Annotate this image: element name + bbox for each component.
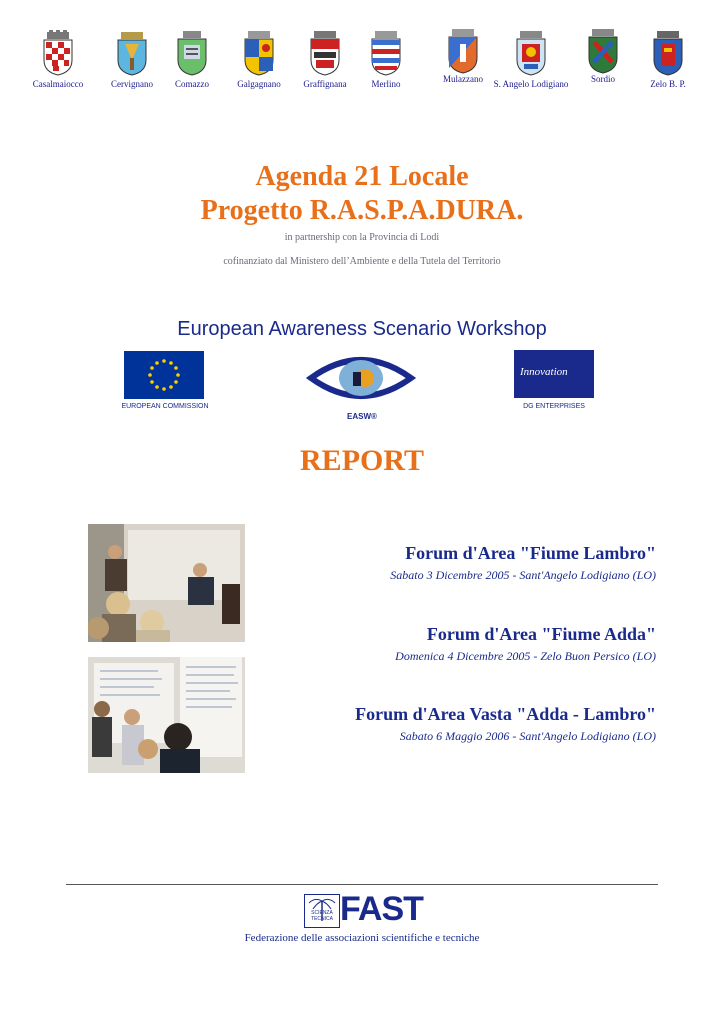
zelo-crest-icon [651,30,685,76]
crest-label: Casalmaiocco [32,79,84,89]
s-angelo-crest-icon [514,30,548,76]
crest-merlino [346,30,426,89]
galgagnano-crest-icon [242,30,276,76]
crest-label: Comazzo [175,79,209,89]
forum-3-date: Sabato 6 Maggio 2006 - Sant'Angelo Lodigiano (LO) [399,729,656,743]
fast-small-box [304,894,340,928]
forum-photo-2 [88,657,245,773]
forum-2-title: Forum d'Area "Fiume Adda" [426,624,656,644]
dg-caption: DG ENTERPRISES [523,403,585,410]
eu-caption: EUROPEAN COMMISSION [121,403,209,410]
casalmaiocco-crest-icon [41,30,75,76]
report-heading: REPORT [300,444,424,477]
easw-eye-icon [305,348,417,408]
eu-flag-logo [124,351,204,399]
crest-label: Sordio [590,74,615,84]
title-line-2: Progetto R.A.S.P.A.DURA. [200,195,524,226]
mulazzano-crest-icon [446,28,480,74]
crest-label: Mulazzano [443,74,483,84]
eu-stars-icon [124,351,204,399]
meeting-photo-icon [88,524,245,642]
crest-s-angelo [491,30,571,89]
easw-logo [305,348,417,408]
dg-enterprises-logo [514,350,594,398]
crest-label: S. Angelo Lodigiano [493,79,569,89]
workshop-title: European Awareness Scenario Workshop [177,318,547,340]
graffignana-crest-icon [308,30,342,76]
crest-label: Merlino [371,79,401,89]
whiteboard-photo-icon [88,657,245,773]
forum-1-date: Sabato 3 Dicembre 2005 - Sant'Angelo Lodigiano (LO) [390,568,656,582]
footer-text: Federazione delle associazioni scientifiche e tecniche [244,932,480,944]
fast-logo [304,890,424,928]
crest-label: Zelo B. P. [650,79,686,89]
cofinance-text: cofinanziato dal Ministero dell’Ambiente e della Tutela del Territorio [223,256,501,267]
crest-label: Galgagnano [237,79,281,89]
cervignano-crest-icon [115,30,149,76]
forum-2-date: Domenica 4 Dicembre 2005 - Zelo Buon Persico (LO) [395,649,656,663]
forum-1-title: Forum d'Area "Fiume Lambro" [405,543,656,563]
crest-label: Graffignana [303,79,347,89]
sordio-crest-icon [586,28,620,74]
crest-zelo [628,30,708,89]
comazzo-crest-icon [175,30,209,76]
fast-wordmark: FAST [340,890,423,928]
merlino-crest-icon [369,30,403,76]
forum-photo-1 [88,524,245,642]
dg-logo-text: Innovation [520,366,568,378]
partnership-text: in partnership con la Provincia di Lodi [284,232,440,243]
forum-3-title: Forum d'Area Vasta "Adda - Lambro" [355,704,656,724]
footer-divider [66,884,658,885]
crest-label: Cervignano [111,79,153,89]
fast-small-text: SCIENZA TECNICA [311,910,333,922]
crest-casalmaiocco [18,30,98,89]
title-line-1: Agenda 21 Locale [255,161,469,192]
easw-caption: EASW® [347,412,377,421]
